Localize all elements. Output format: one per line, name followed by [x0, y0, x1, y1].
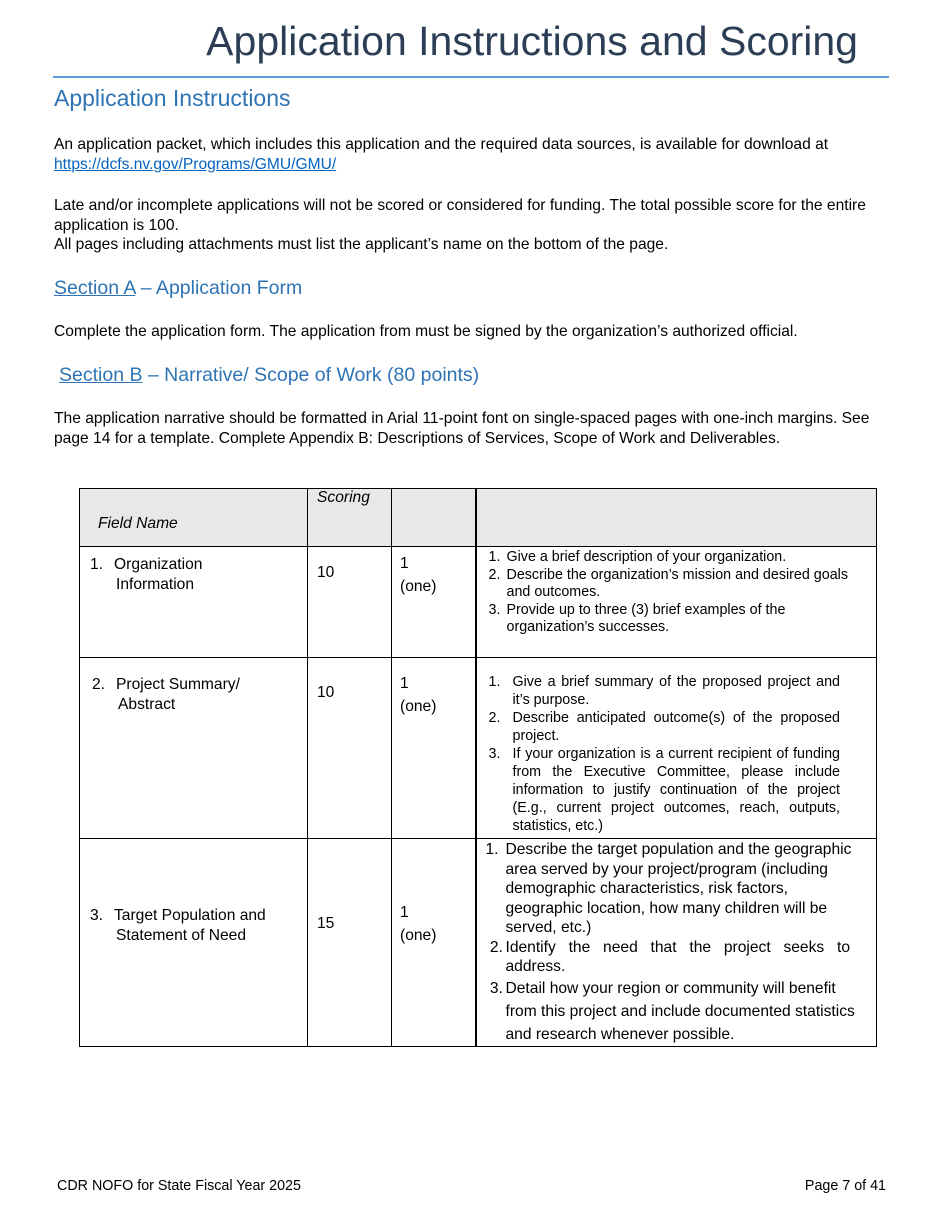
section-b-title: – Narrative/ Scope of Work (80 points) — [142, 364, 480, 386]
section-a-title: – Application Form — [135, 277, 303, 299]
footer-document-title: CDR NOFO for State Fiscal Year 2025 — [57, 1178, 301, 1194]
application-packet-link[interactable]: https://dcfs.nv.gov/Programs/GMU/GMU/ — [54, 155, 337, 173]
table-header-row — [80, 489, 877, 547]
section-b-heading — [59, 364, 479, 387]
intro-paragraph — [54, 135, 874, 174]
section-a-link[interactable]: Section A — [54, 277, 136, 299]
list-item: 2. Identify the need that the project seeks to address. — [485, 938, 850, 975]
description-list — [477, 547, 877, 637]
page-count-word: (one) — [400, 927, 437, 944]
field-name-cell — [80, 839, 308, 1047]
description-cell — [476, 839, 877, 1047]
section-b-link[interactable]: Section B — [59, 364, 143, 386]
late-notice: Late and/or incomplete applications will not be scored or considered for funding. The total possible score for the entire application is 100. — [54, 197, 866, 234]
list-item: 1. Give a brief description of your organization. — [488, 549, 787, 565]
list-item: 1. Give a brief summary of the proposed project and it’s purpose. — [488, 674, 840, 708]
description-cell — [476, 547, 877, 658]
page-count-word: (one) — [400, 698, 437, 715]
field-name-line: Statement of Need — [116, 926, 247, 944]
header-field-name: Field Name — [80, 489, 308, 547]
list-item: 3. Provide up to three (3) brief examples of the organization’s successes. — [488, 601, 786, 635]
table-row — [80, 547, 877, 658]
list-item: 2. Describe the organization’s mission and desired goals and outcomes. — [488, 566, 848, 600]
header-description — [476, 489, 877, 547]
scoring-table — [79, 488, 877, 1047]
list-item: 2. Describe anticipated outcome(s) of the proposed project. — [488, 710, 840, 744]
list-item: 3. If your organization is a current recipient of funding from the Executive Committee, please include information to justify continuation of the project (E.g., current project outcomes, reach, outputs, statistics, etc.) — [488, 746, 840, 834]
list-item: 3. Detail how your region or community will benefit from this project and include documented statistics and research whenever possible. — [485, 979, 855, 1043]
field-name-cell — [80, 658, 308, 839]
page-count-word: (one) — [400, 578, 437, 595]
row-number: 3. — [90, 907, 104, 924]
section-a-heading — [54, 277, 302, 300]
field-name-line: Information — [116, 575, 195, 593]
footer-page-number: Page 7 of 41 — [804, 1178, 886, 1194]
description-cell — [476, 658, 877, 839]
row-number: 2. — [92, 676, 106, 693]
score-cell: 15 — [308, 839, 392, 1047]
page-count: 1 — [400, 675, 409, 692]
field-name-line: Abstract — [118, 695, 176, 713]
page-title: Application Instructions and Scoring — [206, 18, 858, 64]
section-a-body: Complete the application form. The application from must be signed by the organization’s authorized official. — [54, 323, 798, 340]
section-b-body: The application narrative should be formatted in Arial 11-point font on single-spaced pages with one-inch margins. See page 14 for a template. Complete Appendix B: Descriptions of Services, Scope of Work and Deliverables. — [54, 410, 870, 447]
pages-cell — [392, 839, 476, 1047]
instructions-heading: Application Instructions — [54, 85, 291, 111]
name-notice: All pages including attachments must list the applicant’s name on the bottom of the page. — [54, 236, 669, 253]
field-name-line: Project Summary/ — [116, 676, 240, 693]
pages-cell — [392, 658, 476, 839]
description-list — [477, 839, 877, 1046]
table-row — [80, 658, 877, 839]
page-count: 1 — [400, 555, 409, 572]
field-name-cell — [80, 547, 308, 658]
list-item: 1. Describe the target population and the geographic area served by your project/program (including demographic characteristics, risk factors, geographic location, how many children will be served, etc.) — [485, 841, 852, 936]
row-number: 1. — [90, 556, 104, 573]
page-count: 1 — [400, 904, 409, 921]
score-cell: 10 — [308, 547, 392, 658]
header-scoring: Scoring — [308, 489, 392, 547]
intro-text: An application packet, which includes this application and the required data sources, is available for download at — [54, 136, 829, 153]
field-name-line: Target Population and — [114, 907, 266, 924]
pages-cell — [392, 547, 476, 658]
score-cell: 10 — [308, 658, 392, 839]
table-row — [80, 839, 877, 1047]
title-divider — [53, 76, 889, 78]
header-pages — [392, 489, 476, 547]
description-list — [477, 658, 877, 835]
field-name-line: Organization — [114, 556, 203, 573]
